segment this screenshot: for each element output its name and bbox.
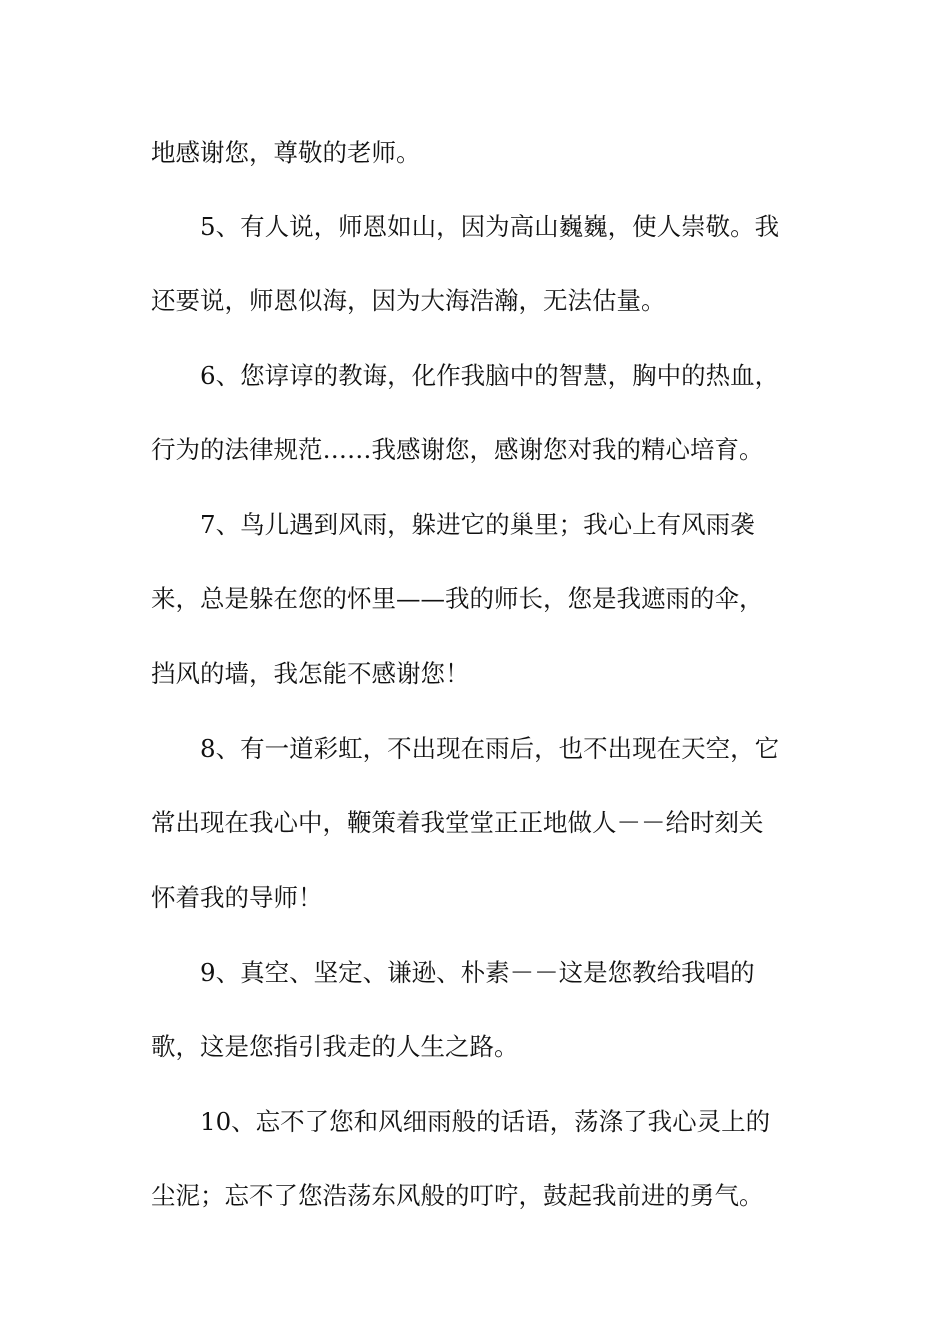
paragraph-6-line-1: 6、您谆谆的教诲，化作我脑中的智慧，胸中的热血， (200, 361, 780, 390)
paragraph-5-line-1: 5、有人说，师恩如山，因为高山巍巍，使人崇敬。我 (200, 212, 780, 241)
paragraph-8-line-3: 怀着我的导师！ (151, 883, 323, 912)
paragraph-7-line-2: 来，总是躲在您的怀里——我的师长，您是我遮雨的伞， (151, 584, 764, 613)
paragraph-8-line-1: 8、有一道彩虹，不出现在雨后，也不出现在天空，它 (200, 734, 780, 763)
paragraph-9-line-2: 歌，这是您指引我走的人生之路。 (151, 1032, 519, 1061)
paragraph-10-line-2: 尘泥；忘不了您浩荡东风般的叮咛，鼓起我前进的勇气。 (151, 1181, 764, 1210)
paragraph-5-line-2: 还要说，师恩似海，因为大海浩瀚，无法估量。 (151, 286, 666, 315)
paragraph-8-line-2: 常出现在我心中，鞭策着我堂堂正正地做人－－给时刻关 (151, 808, 764, 837)
text-line: 地感谢您，尊敬的老师。 (151, 138, 421, 167)
paragraph-7-line-1: 7、鸟儿遇到风雨，躲进它的巢里；我心上有风雨袭 (200, 510, 755, 539)
paragraph-10-line-1: 10、忘不了您和风细雨般的话语，荡涤了我心灵上的 (200, 1107, 771, 1136)
paragraph-7-line-3: 挡风的墙，我怎能不感谢您！ (151, 659, 470, 688)
paragraph-9-line-1: 9、真空、坚定、谦逊、朴素－－这是您教给我唱的 (200, 958, 755, 987)
paragraph-6-line-2: 行为的法律规范……我感谢您，感谢您对我的精心培育。 (151, 435, 764, 464)
